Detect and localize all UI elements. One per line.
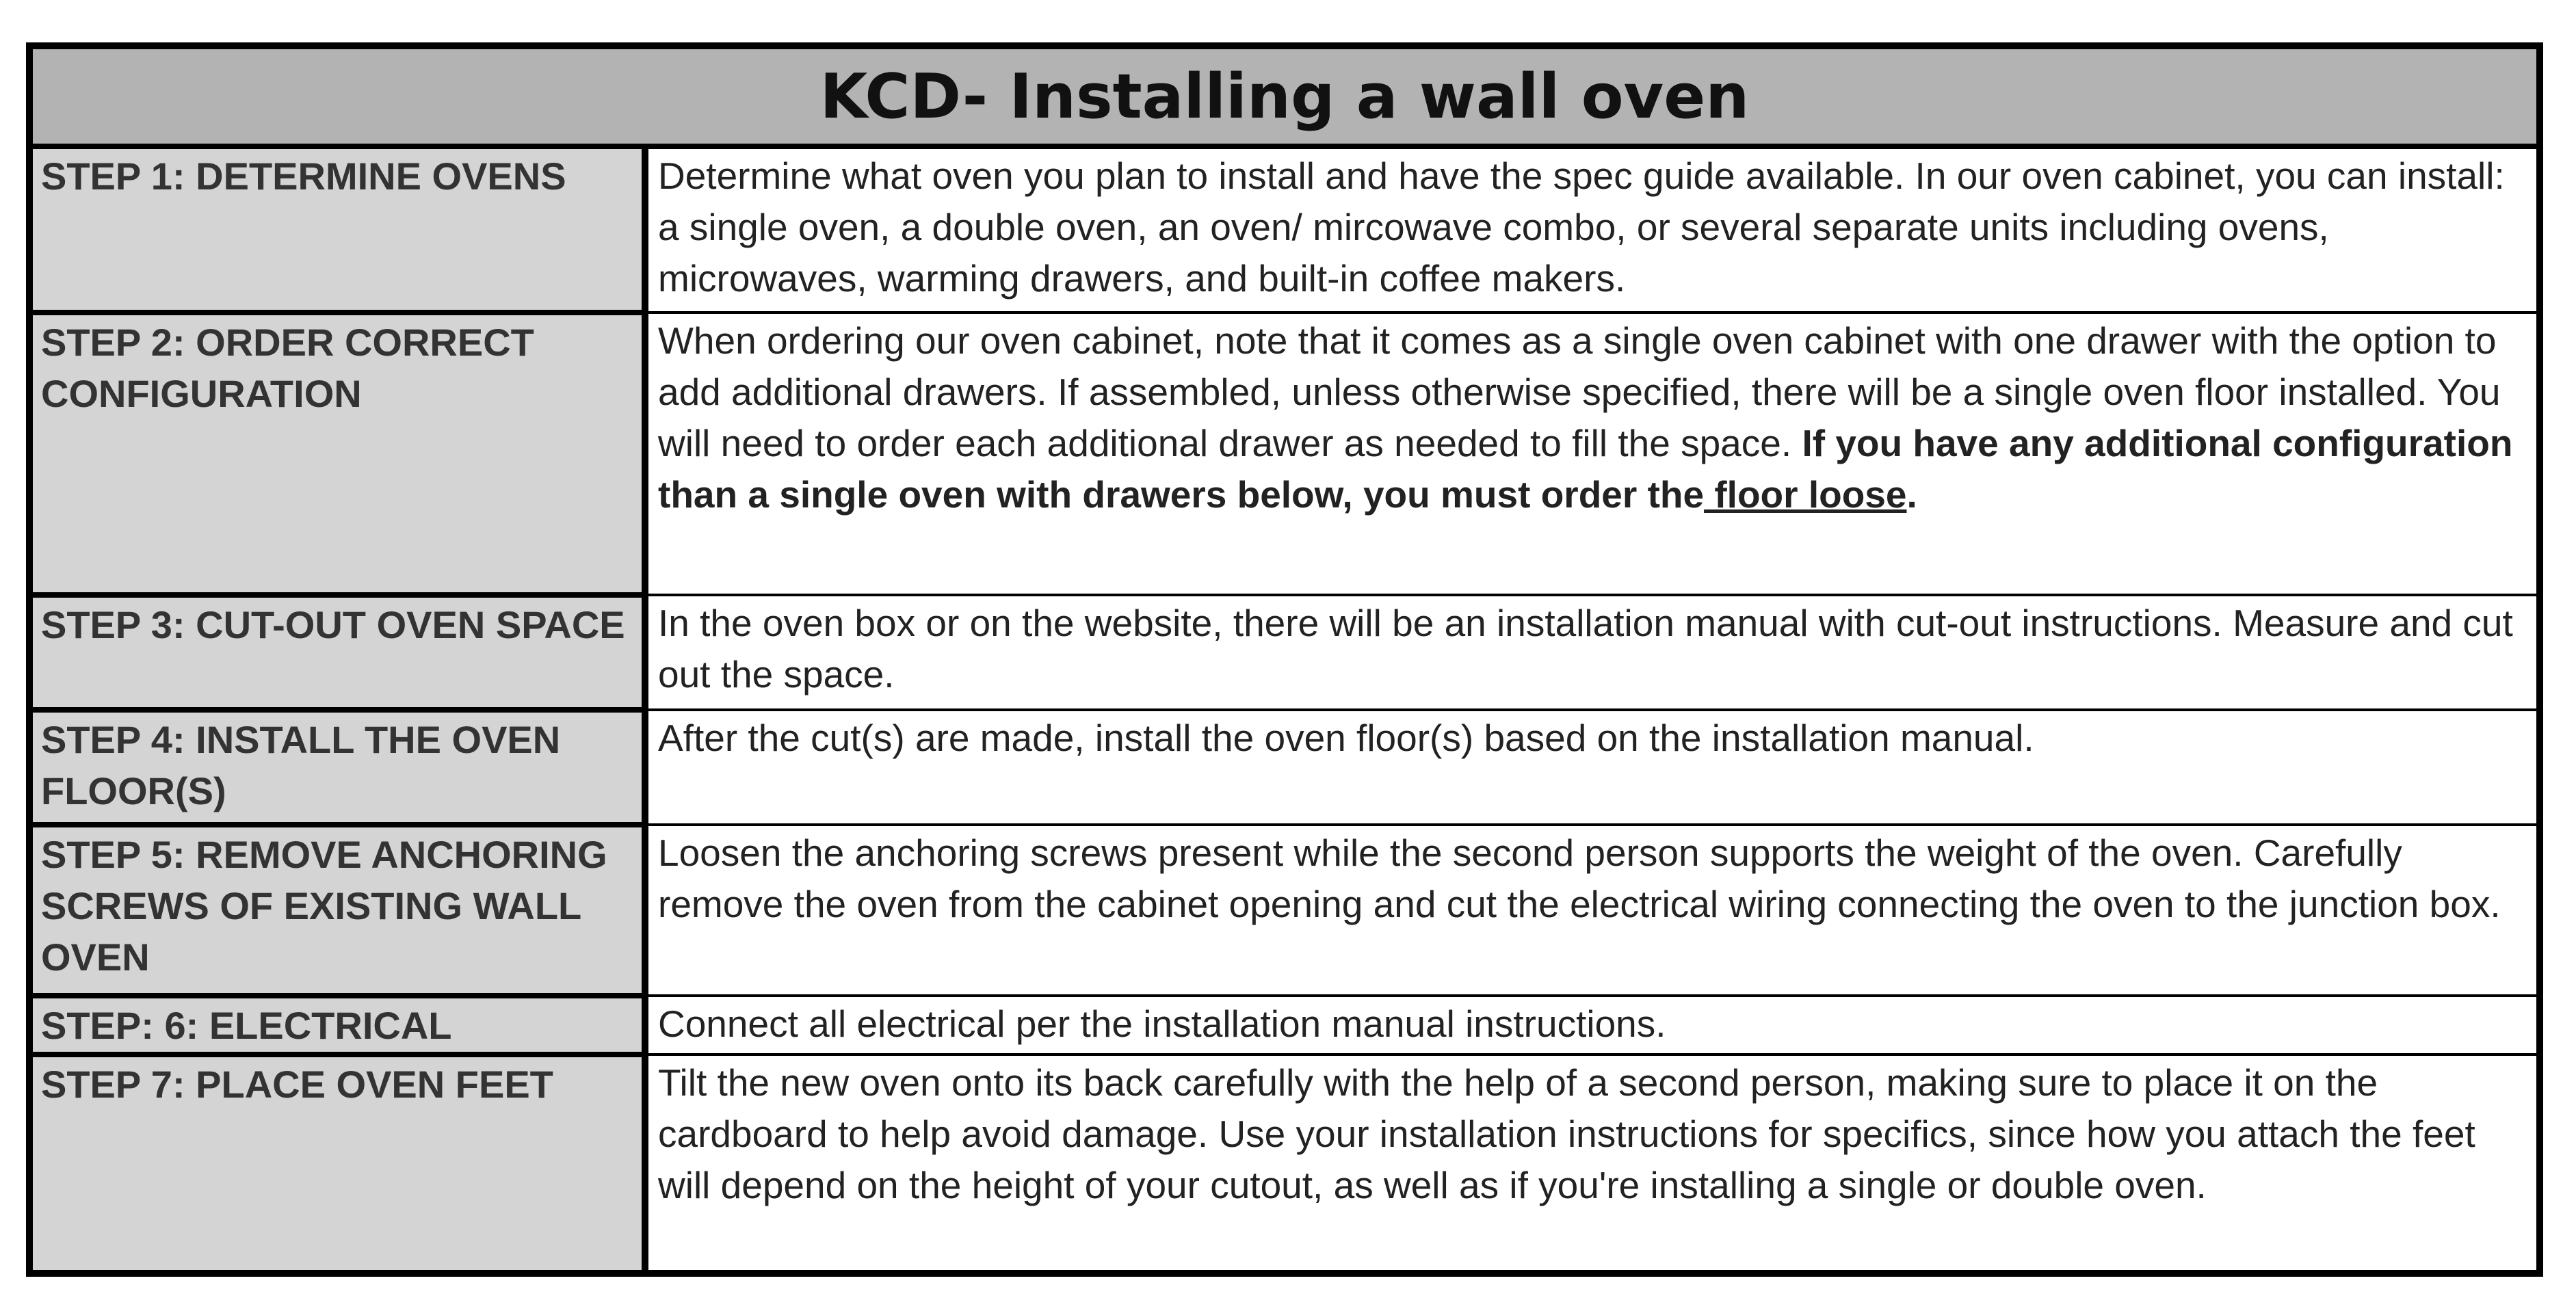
step-row [33,1055,2536,1270]
step-row [33,825,2536,996]
step-description: Determine what oven you plan to install and have the spec guide available. In our oven cabinet, you can install: a single oven, a double oven, an oven/ mircowave combo, or several separate units including ovens, microwaves, warming drawers, and built-in coffee makers. [645,146,2536,313]
step-row [33,996,2536,1055]
step-row [33,313,2536,595]
step-label: STEP 3: CUT-OUT OVEN SPACE [33,595,645,710]
step-bold-text: If you have any additional configuration than a single oven with drawers below, you must order the [658,422,2513,516]
title-row [33,49,2536,146]
instruction-sheet [26,42,2543,1277]
step-underlined-text: floor loose [1704,473,1907,516]
step-row [33,710,2536,825]
step-label: STEP: 6: ELECTRICAL [33,996,645,1055]
step-row [33,595,2536,710]
page-title: KCD- Installing a wall oven [33,49,2536,146]
step-label: STEP 4: INSTALL THE OVEN FLOOR(S) [33,710,645,825]
step-description: In the oven box or on the website, there will be an installation manual with cut-out instructions. Measure and cut out the space. [645,595,2536,710]
step-row [33,146,2536,313]
step-label: STEP 2: ORDER CORRECT CONFIGURATION [33,313,645,595]
step-label: STEP 1: DETERMINE OVENS [33,146,645,313]
step-description: Loosen the anchoring screws present while the second person supports the weight of the oven. Carefully remove the oven from the cabinet opening and cut the electrical wiring connecting the oven to the junction box. [645,825,2536,996]
step-label: STEP 7: PLACE OVEN FEET [33,1055,645,1270]
step-description: Connect all electrical per the installation manual instructions. [645,996,2536,1055]
step-text-end: . [1906,473,1917,516]
step-description: Tilt the new oven onto its back carefully with the help of a second person, making sure to place it on the cardboard to help avoid damage. Use your installation instructions for specifics, since how you attach the feet will depend on the height of your cutout, as well as if you're installing a single or double oven. [658,1061,2475,1206]
steps-table [33,49,2536,1270]
step-description: After the cut(s) are made, install the oven floor(s) based on the installation manual. [645,710,2536,825]
step-description [645,313,2536,595]
step-text: When ordering our oven cabinet, note that it comes as a single oven cabinet with one drawer with the option to add additional drawers. If assembled, unless otherwise specified, there will be a single oven floor installed. You will need to order each additional drawer as needed to fill the space. [658,319,2501,464]
step-label: STEP 5: REMOVE ANCHORING SCREWS OF EXISTING WALL OVEN [33,825,645,996]
